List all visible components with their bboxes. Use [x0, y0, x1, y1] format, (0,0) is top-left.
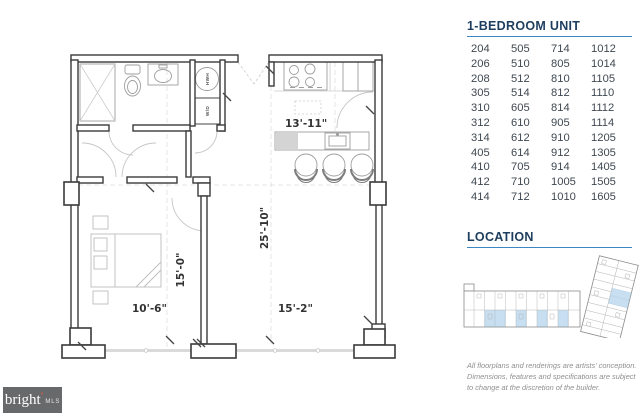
unit-number: 414 [471, 190, 490, 203]
unit-list-divider [467, 36, 632, 37]
disclaimer-line: All floorplans and renderings are artists' conception. [467, 361, 637, 370]
unit-number: 1605 [591, 190, 616, 203]
unit-number: 1012 [591, 43, 616, 55]
unit-number: 712 [511, 190, 530, 203]
unit-number-column [471, 42, 511, 205]
disclaimer-text [467, 360, 639, 393]
unit-number: 610 [511, 116, 530, 129]
unit-number: 206 [471, 57, 490, 70]
unit-number: 1405 [591, 161, 616, 174]
unit-number: 1505 [591, 176, 616, 189]
unit-number: 510 [511, 57, 530, 70]
location-divider [467, 247, 632, 248]
location-title: LOCATION [467, 230, 534, 244]
location-map [463, 254, 640, 338]
unit-number: 312 [471, 116, 490, 129]
toilet-icon [125, 65, 141, 96]
unit-number: 912 [551, 146, 570, 159]
unit-number: 1114 [591, 116, 615, 129]
unit-number: 614 [511, 146, 530, 159]
window-sill [236, 349, 354, 352]
shower-icon [80, 64, 115, 121]
unit-number: 208 [471, 72, 490, 85]
disclaimer-line: to change at the discretion of the builder. [467, 383, 601, 392]
unit-number-column [551, 42, 591, 205]
unit-number: 314 [471, 131, 490, 144]
wd-label: W/D [205, 105, 211, 117]
unit-number: 514 [511, 87, 530, 100]
hwh-label: HWH [205, 72, 211, 86]
brand-logo-mark-icon: * [40, 391, 44, 399]
unit-number-grid [471, 42, 637, 205]
unit-number: 710 [511, 176, 530, 189]
unit-number: 1110 [591, 87, 615, 100]
range-icon [284, 62, 327, 90]
unit-number: 810 [551, 72, 570, 85]
unit-number-column [511, 42, 551, 205]
dimension-bedroom-height: 15'-0" [175, 252, 187, 288]
unit-number: 1014 [591, 57, 616, 70]
location-map-long-wing [464, 284, 580, 327]
location-map-angled-wing [581, 256, 639, 338]
brand-logo-suffix: MLS [45, 399, 61, 405]
unit-number: 1305 [591, 146, 616, 159]
unit-number: 512 [511, 72, 530, 85]
unit-number-column [591, 42, 631, 205]
kitchen-island-icon [275, 132, 369, 150]
upper-cabinet-icon [295, 101, 321, 114]
unit-number: 410 [471, 161, 490, 174]
washer-dryer-icon [194, 98, 220, 124]
unit-number: 204 [471, 43, 490, 55]
vanity-sink-icon [148, 64, 178, 85]
unit-number: 705 [511, 161, 530, 174]
unit-number: 914 [551, 161, 570, 174]
unit-number: 814 [551, 102, 570, 115]
dimension-living-width: 15'-2" [278, 303, 313, 315]
brand-logo-name: bright [4, 391, 41, 408]
unit-number: 812 [551, 87, 570, 100]
dimension-bedroom-width: 10'-6" [132, 303, 167, 315]
unit-list-title: 1-BEDROOM UNIT [467, 19, 581, 33]
unit-number: 305 [471, 87, 490, 100]
unit-number: 714 [551, 43, 570, 55]
unit-number: 1112 [591, 102, 615, 115]
unit-number: 412 [471, 176, 490, 189]
dimension-kitchen: 13'-11" [285, 118, 328, 130]
brand-logo [3, 387, 62, 413]
unit-number: 1205 [591, 131, 616, 144]
unit-number: 405 [471, 146, 490, 159]
unit-number: 1105 [591, 72, 616, 85]
dimension-living-height: 25'-10" [259, 206, 271, 250]
unit-number: 805 [551, 57, 570, 70]
unit-number: 605 [511, 102, 530, 115]
disclaimer-line: Dimensions, features and specifications are subject [467, 372, 636, 381]
unit-number: 905 [551, 116, 570, 129]
unit-number: 910 [551, 131, 570, 144]
unit-number: 310 [471, 102, 490, 115]
refrigerator-icon [343, 62, 373, 91]
unit-number: 1010 [551, 190, 576, 203]
unit-number: 1005 [551, 176, 576, 189]
floorplan-drawing [56, 46, 452, 372]
unit-number: 612 [511, 131, 530, 144]
bed-icon [91, 216, 161, 304]
water-heater-icon [196, 68, 219, 91]
unit-number: 505 [511, 43, 530, 55]
bar-stools-icon [295, 154, 373, 183]
